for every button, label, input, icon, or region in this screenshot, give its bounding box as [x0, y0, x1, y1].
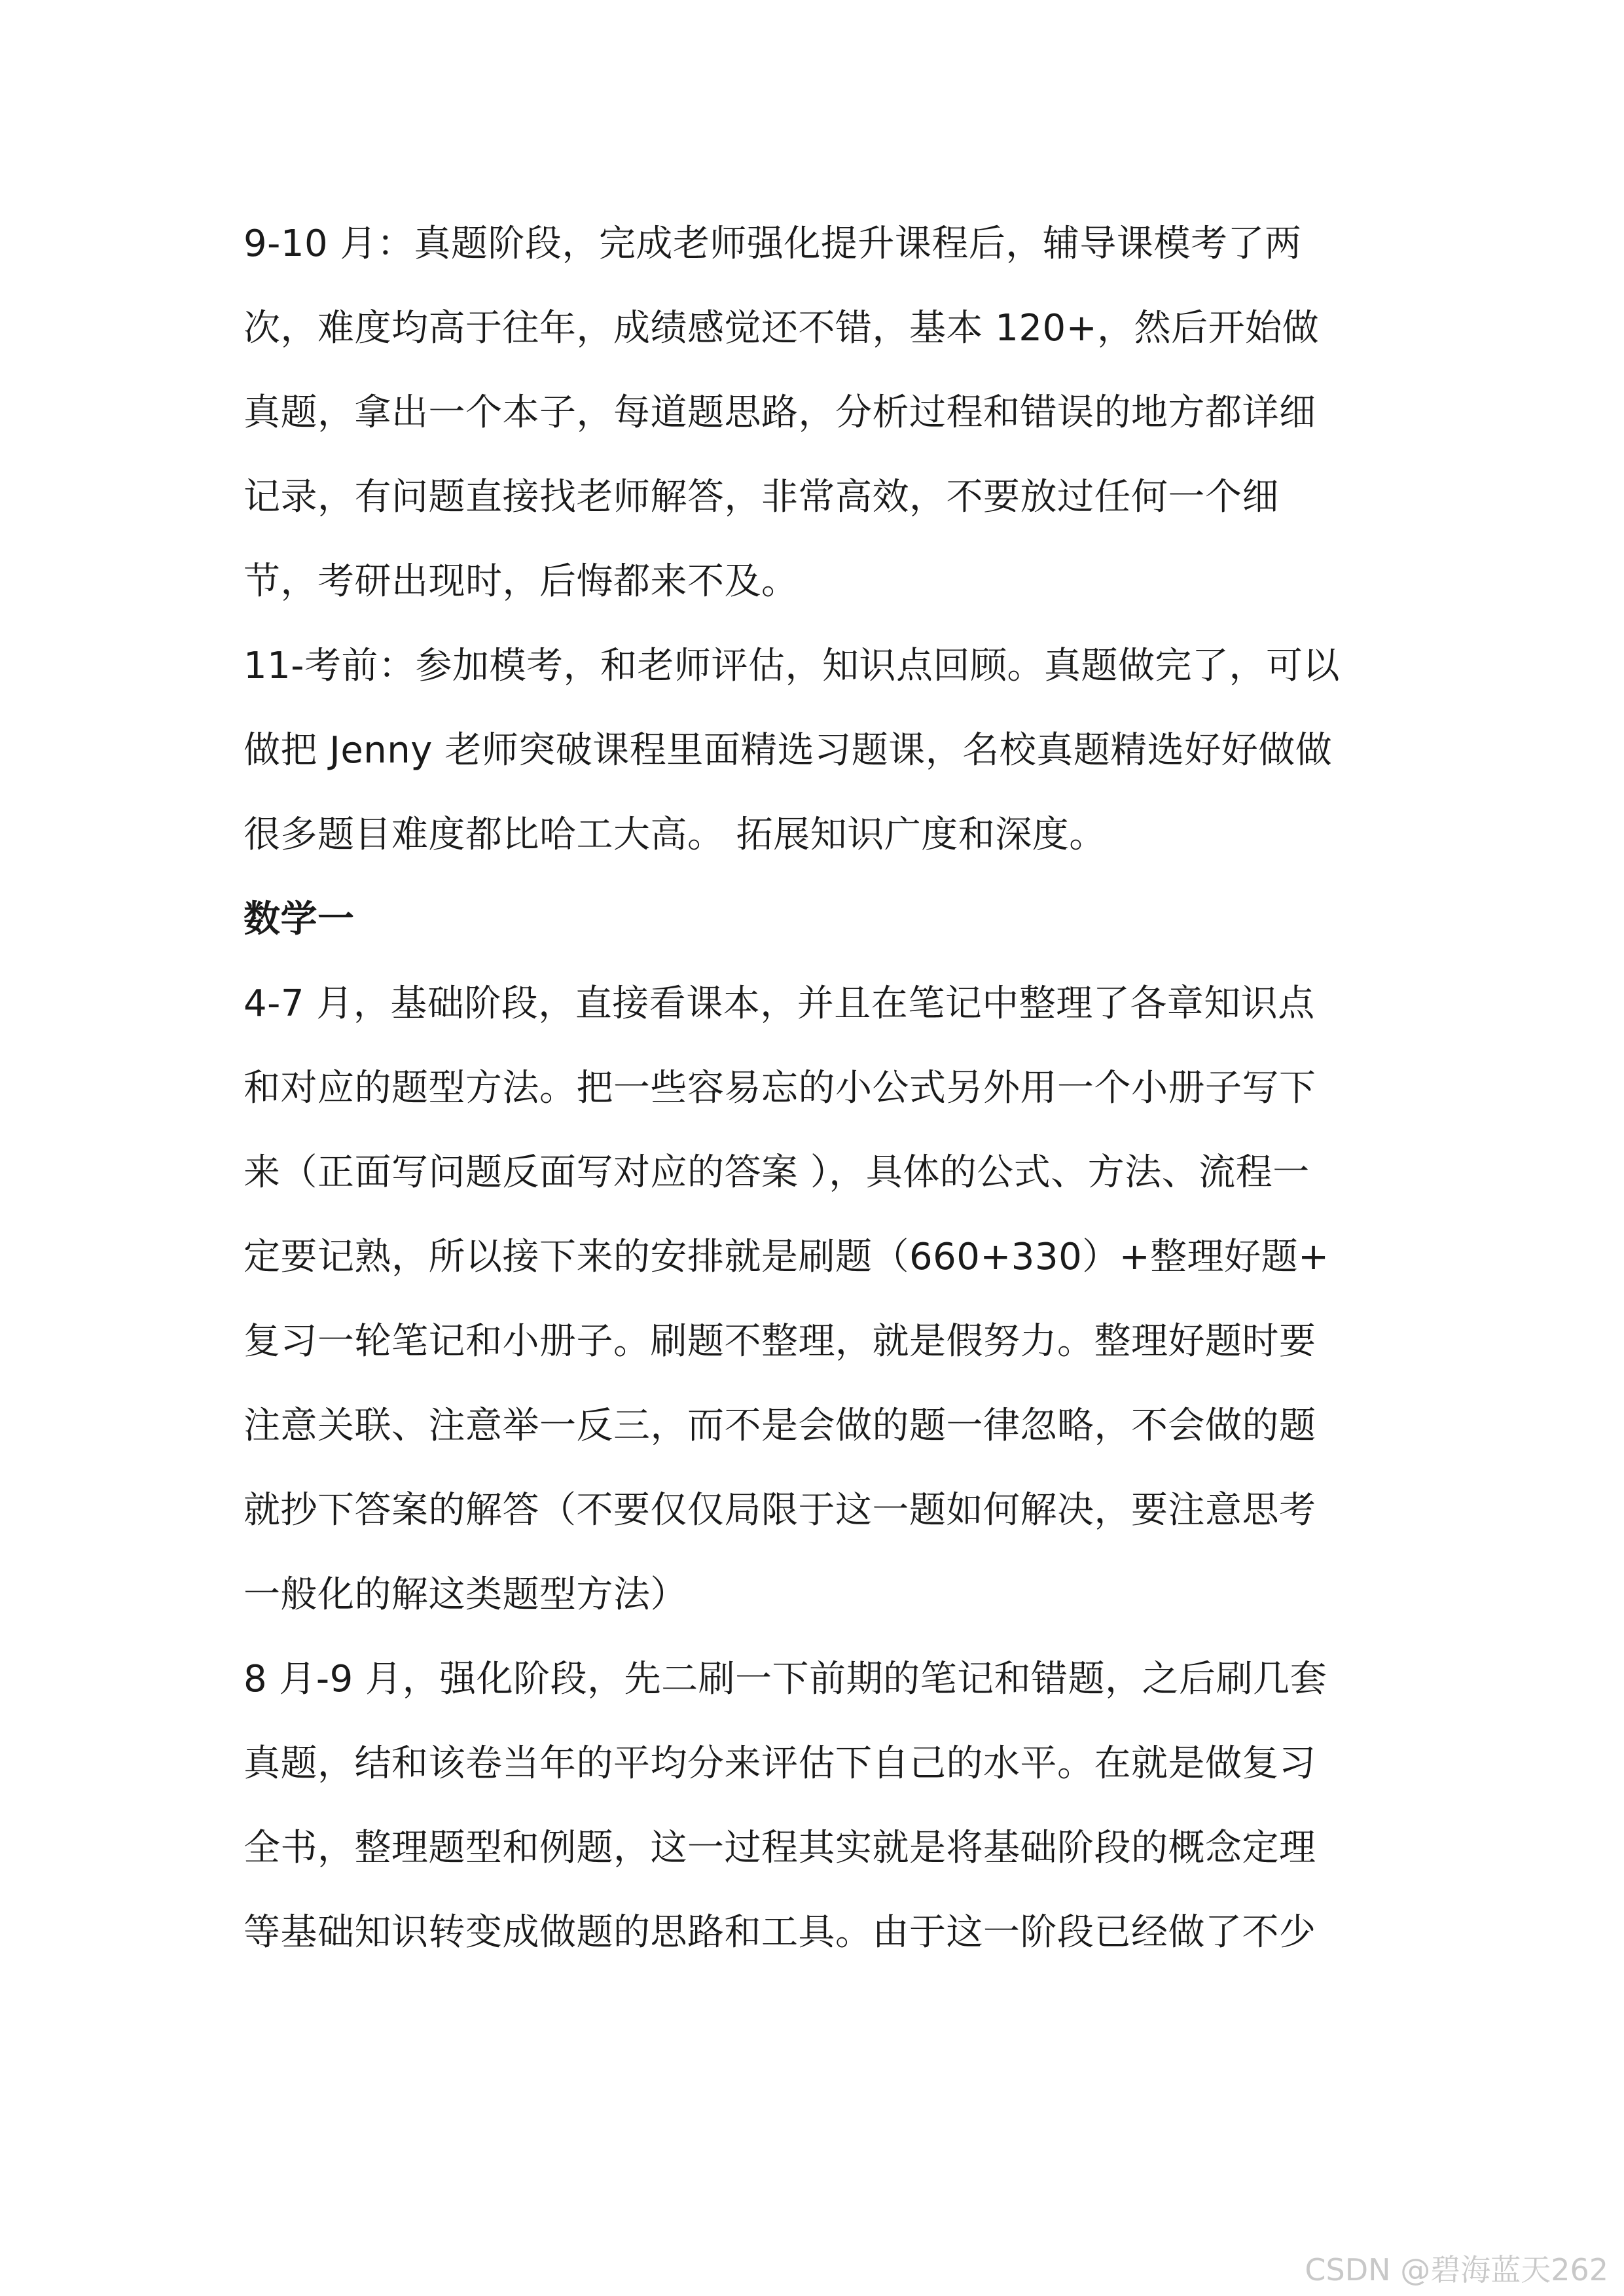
text-line: 注意关联、注意举一反三，而不是会做的题一律忽略，不会做的题	[244, 1405, 1316, 1447]
document-body	[244, 208, 1396, 1981]
text-line: 9-10 月：真题阶段，完成老师强化提升课程后，辅导课模考了两	[244, 223, 1302, 265]
text-line: 很多题目难度都比哈工大高。 拓展知识广度和深度。	[244, 814, 1106, 856]
text-line: 真题，结和该卷当年的平均分来评估下自己的水平。在就是做复习	[244, 1742, 1316, 1785]
csdn-watermark: CSDN @碧海蓝天262	[1305, 2252, 1608, 2287]
text-line: 真题，拿出一个本子，每道题思路，分析过程和错误的地方都详细	[244, 391, 1316, 434]
text-line: 8 月-9 月，强化阶段，先二刷一下前期的笔记和错题，之后刷几套	[244, 1658, 1327, 1700]
text-line: 就抄下答案的解答（不要仅仅局限于这一题如何解决，要注意思考	[244, 1489, 1316, 1532]
section-heading-math: 数学一	[244, 898, 355, 941]
text-line: 等基础知识转变成做题的思路和工具。由于这一阶段已经做了不少	[244, 1911, 1316, 1954]
text-line: 一般化的解这类题型方法）	[244, 1573, 687, 1616]
text-line: 11-考前：参加模考，和老师评估，知识点回顾。真题做完了，可以	[244, 645, 1340, 687]
text-line: 做把 Jenny 老师突破课程里面精选习题课，名校真题精选好好做做	[244, 729, 1333, 772]
text-line: 4-7 月，基础阶段，直接看课本，并且在笔记中整理了各章知识点	[244, 982, 1315, 1025]
text-line: 节，考研出现时，后悔都来不及。	[244, 560, 799, 603]
text-line: 和对应的题型方法。把一些容易忘的小公式另外用一个小册子写下	[244, 1067, 1316, 1109]
text-line: 次，难度均高于往年，成绩感觉还不错，基本 120+，然后开始做	[244, 307, 1320, 350]
text-line: 复习一轮笔记和小册子。刷题不整理，就是假努力。整理好题时要	[244, 1320, 1316, 1363]
text-line: 全书，整理题型和例题，这一过程其实就是将基础阶段的概念定理	[244, 1827, 1316, 1869]
text-line: 记录，有问题直接找老师解答，非常高效，不要放过任何一个细	[244, 476, 1279, 518]
text-line: 定要记熟，所以接下来的安排就是刷题（660+330）+整理好题+	[244, 1236, 1329, 1278]
text-line: 来（正面写问题反面写对应的答案 ），具体的公式、方法、流程一	[244, 1151, 1310, 1194]
